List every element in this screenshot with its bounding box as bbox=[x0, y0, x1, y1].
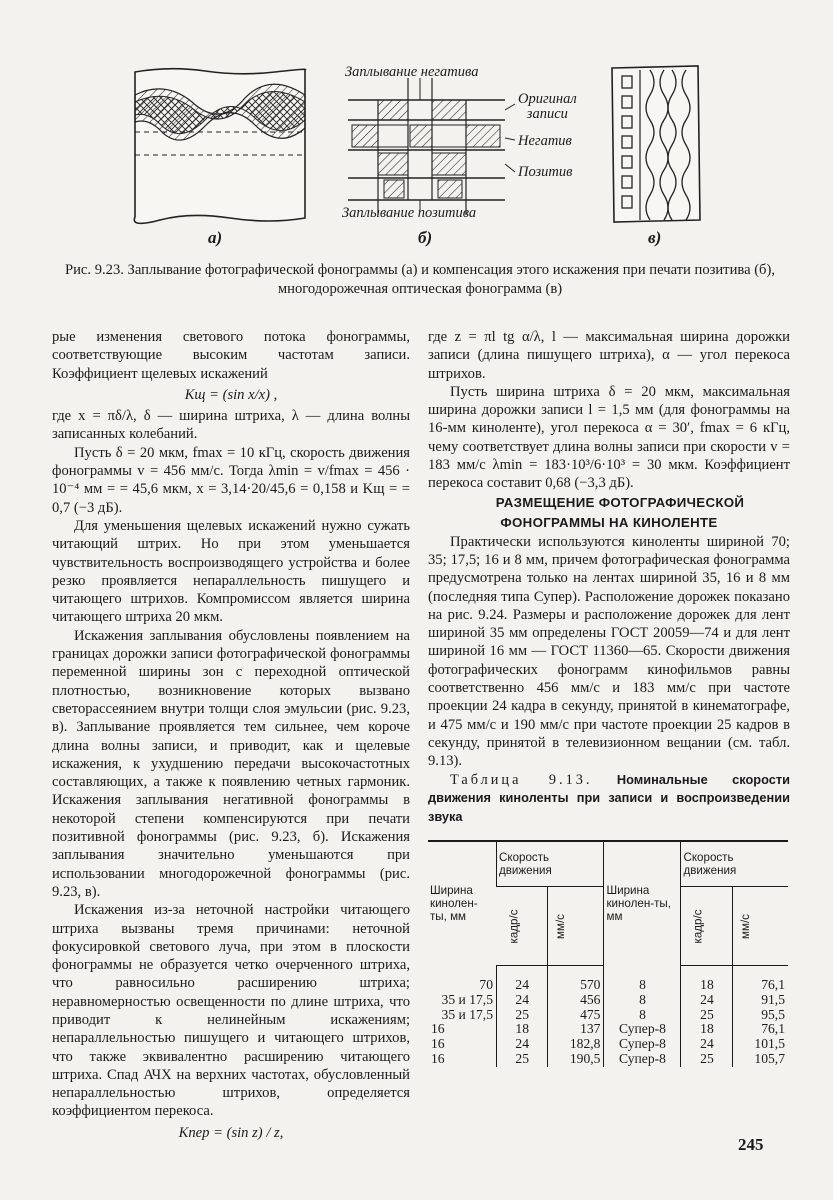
table-cell: 16 bbox=[431, 1021, 445, 1037]
label-positive-bloom: Заплывание позитива bbox=[342, 205, 477, 221]
paragraph: Искажения из-за неточной настройки читающего штриха вызваны тремя причинами: неточной фокусировкой светового луча, при этом в плоскости фонограммы не образуется четко очерченного штриха, что равносильно расширению штриха; неравномерностью освещенности по длине штриха, что приводит к нелинейным искажениям; непараллельностью пишущего и читающего штрихов, что также эквивалентно расширению читающего штриха. Спад АЧХ на верхних частотах, обусловленный непараллельностью штрихов, определяется коэффициентом перекоса. bbox=[52, 902, 410, 1120]
table-caption-title: Номинальные скорости движения киноленты при записи и воспроизведении звука bbox=[428, 771, 790, 824]
table-cell: 24 bbox=[497, 993, 548, 1008]
header-speed-left: Скорость движения bbox=[497, 841, 604, 887]
table-cell: 25 bbox=[681, 1008, 733, 1023]
table-cell: 18 bbox=[681, 966, 733, 993]
label-original-record: Оригинал записи bbox=[518, 91, 577, 122]
header-mms-right: мм/с bbox=[733, 887, 788, 966]
table-cell: 8 bbox=[604, 966, 681, 993]
speed-table bbox=[428, 840, 788, 1067]
table-cell: 35 и 17,5 bbox=[441, 1006, 493, 1022]
table-cell: Супер-8 bbox=[604, 1052, 681, 1067]
table-cell: 70 bbox=[479, 976, 493, 992]
table-cell: 182,8 bbox=[548, 1037, 604, 1052]
formula-skew-coefficient: Kпер = (sin z) / z, bbox=[178, 1124, 284, 1141]
paragraph: Пусть δ = 20 мкм, fmax = 10 кГц, скорость движения фонограммы v = 456 мм/с. Тогда λmin = v/fmax = 456 · 10⁻⁴ мм = = 45,6 мкм, x = 3,14·20/45,6 = 0,158 и Kщ = = 0,7 (−3 дБ). bbox=[52, 444, 410, 516]
table-row bbox=[428, 993, 788, 1008]
table-cell: 101,5 bbox=[733, 1037, 788, 1052]
figure-9-23 bbox=[0, 0, 833, 255]
left-column bbox=[52, 328, 410, 1145]
table-cell: 24 bbox=[681, 993, 733, 1008]
table-cell: 35 и 17,5 bbox=[441, 991, 493, 1007]
panel-label-a: а) bbox=[208, 228, 223, 247]
table-cell: 475 bbox=[548, 1008, 604, 1023]
table-cell: 18 bbox=[681, 1022, 733, 1037]
table-cell: 25 bbox=[497, 1052, 548, 1067]
paragraph: где x = πδ/λ, δ — ширина штриха, λ — длина волны записанных колебаний. bbox=[52, 408, 410, 443]
paragraph: Пусть ширина штриха δ = 20 мкм, максимальная ширина дорожки записи l = 1,5 мм (для фонограммы на 16-мм киноленте), угол перекоса α = 30′, fmax = 6 кГц, чему соответствует длина волны записи при скорости v = 183 мм/с λmin = 183·10³/6·10³ = 30 мкм. Коэффициент перекоса составит 0,68 (−3,3 дБ). bbox=[428, 383, 790, 492]
table-row bbox=[428, 1022, 788, 1037]
formula-slit-coefficient: Kщ = (sin x/x) , bbox=[184, 386, 278, 403]
table-cell: 24 bbox=[497, 1037, 548, 1052]
paragraph: Искажения заплывания обусловлены появлением на границах дорожки записи фотографической фонограммы переменной ширины зон с переходной оптической плотностью, возникновение которых вызвано светорассеянием внутри толщи слоя эмульсии (рис. 9.23, в). Заплывание проявляется тем сильнее, чем короче длина волны записи, и приводит, как и щелевые искажения, к ухудшению передачи высокочастотных составляющих, а также к появлению четных гармоник. Искажения заплывания негативной фонограммы в некоторой степени компенсируются при печати позитивной фонограммы (рис. 9.23, б). Искажения заплывания значительно уменьшаются при использовании многодорожечной фонограммы (рис. 9.23, в). bbox=[52, 627, 410, 900]
table-cell: 456 bbox=[548, 993, 604, 1008]
table-cell: 95,5 bbox=[733, 1008, 788, 1023]
table-cell: 24 bbox=[497, 966, 548, 993]
table-cell: Супер-8 bbox=[604, 1037, 681, 1052]
figure-panel-b-compensation bbox=[348, 78, 515, 215]
table-cell: 190,5 bbox=[548, 1052, 604, 1067]
table-cell: 25 bbox=[497, 1008, 548, 1023]
table-cell: 91,5 bbox=[733, 993, 788, 1008]
header-fps-right: кадр/с bbox=[681, 887, 733, 966]
table-row bbox=[428, 1037, 788, 1052]
paragraph: Для уменьшения щелевых искажений нужно сужать читающий штрих. Но при этом уменьшается чувствительность воспроизводящего устройства и более резко проявляется непараллельность пишущего и читающего штрихов. Компромиссом является ширина читающего штриха 20 мкм. bbox=[52, 517, 410, 626]
table-cell: 570 bbox=[548, 966, 604, 993]
header-mms-left: мм/с bbox=[548, 887, 604, 966]
table-cell: 18 bbox=[497, 1022, 548, 1037]
table-cell: 137 bbox=[548, 1022, 604, 1037]
label-positive: Позитив bbox=[518, 164, 573, 180]
label-negative: Негатив bbox=[518, 133, 572, 149]
table-cell: 76,1 bbox=[733, 966, 788, 993]
paragraph: где z = πl tg α/λ, l — максимальная ширина дорожки записи (длина пишущего штриха), α — угол перекоса штрихов. bbox=[428, 329, 790, 382]
table-cell: 8 bbox=[604, 1008, 681, 1023]
table-row bbox=[428, 1008, 788, 1023]
section-heading: РАЗМЕЩЕНИЕ ФОТОГРАФИЧЕСКОЙ ФОНОГРАММЫ НА КИНОЛЕНТЕ bbox=[495, 494, 745, 530]
panel-label-b: б) bbox=[418, 228, 433, 247]
table-cell: 25 bbox=[681, 1052, 733, 1067]
table-caption-label: Таблица 9.13. bbox=[450, 771, 593, 788]
table-cell: 8 bbox=[604, 993, 681, 1008]
table-cell: 76,1 bbox=[733, 1022, 788, 1037]
table-row bbox=[428, 966, 788, 993]
panel-label-c: в) bbox=[648, 228, 662, 247]
table-row bbox=[428, 1052, 788, 1067]
page-number: 245 bbox=[738, 1135, 764, 1154]
paragraph: рые изменения светового потока фонограммы, соответствующие высоким частотам записи. Коэффициент щелевых искажений bbox=[52, 329, 410, 382]
paragraph: Практически используются киноленты шириной 70; 35; 17,5; 16 и 8 мм, причем фотографическая фонограмма предусмотрена только на лентах шириной 35, 16 и 8 мм (последняя типа Супер). Расположение дорожек показано на рис. 9.24. Размеры и расположение дорожек для лент шириной 35 мм определены ГОСТ 20059—74 и для лент шириной 16 мм — ГОСТ 11360—65. Скорости движения фотографических фонограмм кинофильмов равны соответственно 456 мм/с и 183 мм/с при частоте проекции 24 кадра в секунду, принятой в кинематографе, и 475 мм/с и 190 мм/с при частоте проекции 25 кадров в секунду, принятой в телевизионном вещании (см. табл. 9.13). bbox=[428, 533, 790, 770]
table-caption bbox=[428, 771, 790, 827]
figure-panel-c-multitrack bbox=[612, 66, 700, 222]
table-cell: 16 bbox=[431, 1051, 445, 1067]
table-cell: 105,7 bbox=[733, 1052, 788, 1067]
table-cell: 16 bbox=[431, 1036, 445, 1052]
table-cell: 24 bbox=[681, 1037, 733, 1052]
header-fps-left: кадр/с bbox=[497, 887, 548, 966]
header-width-right: Ширина кинолен-ты, мм bbox=[604, 841, 681, 966]
header-width-left: Ширина кинолен-ты, мм bbox=[428, 841, 497, 966]
figure-caption: Рис. 9.23. Заплывание фотографической фонограммы (а) и компенсация этого искажения при печати позитива (б), многодорожечная оптическая фонограмма (в) bbox=[65, 262, 775, 297]
label-negative-bloom: Заплывание негатива bbox=[345, 64, 479, 80]
header-speed-right: Скорость движения bbox=[681, 841, 788, 887]
right-column bbox=[428, 328, 790, 1067]
table-cell: Супер-8 bbox=[604, 1022, 681, 1037]
